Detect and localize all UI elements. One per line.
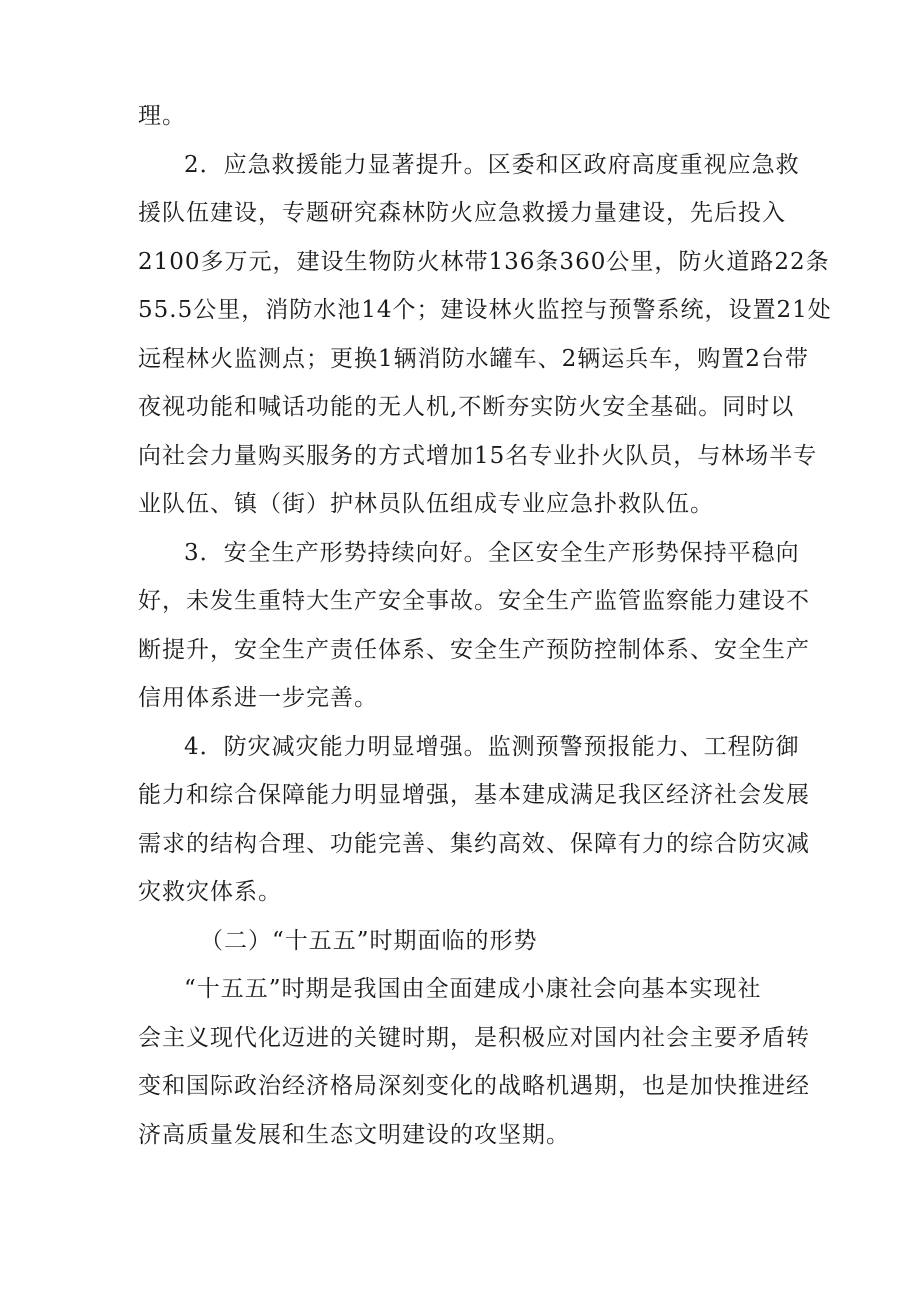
paragraph-safety-production <box>138 529 810 723</box>
paragraph-emergency-rescue <box>138 141 832 529</box>
text-line: 55.5公里，消防水池14个；建设林火监控与预警系统，设置21处 <box>138 297 832 323</box>
section-heading <box>138 917 783 966</box>
text-line: 3．安全生产形势持续向好。全区安全生产形势保持平稳向 <box>184 539 800 566</box>
text-line: 需求的结构合理、功能完善、集约高效、保障有力的综合防灾减 <box>138 830 810 857</box>
text-line: 信用体系进一步完善。 <box>138 685 378 711</box>
section-heading-text: （二）“十五五”时期面临的形势 <box>200 927 538 954</box>
text-line: 业队伍、镇（街）护林员队伍组成专业应急扑救队伍。 <box>138 491 714 517</box>
document-body <box>138 92 832 1159</box>
paragraph-disaster-prevention <box>138 723 810 917</box>
text-line: 变和国际政治经济格局深刻变化的战略机遇期，也是加快推进经 <box>138 1073 810 1099</box>
paragraph-continuation <box>138 92 783 141</box>
text-line: 2．应急救援能力显著提升。区委和区政府高度重视应急救 <box>184 151 800 178</box>
text-line: 向社会力量购买服务的方式增加15名专业扑火队员，与林场半专 <box>138 442 818 469</box>
text-line: 断提升，安全生产责任体系、安全生产预防控制体系、安全生产 <box>138 636 810 663</box>
text-line: 援队伍建设，专题研究森林防火应急救援力量建设，先后投入 <box>138 200 786 226</box>
text-line: 夜视功能和喊话功能的无人机,不断夯实防火安全基础。同时以 <box>138 394 795 420</box>
text-line: 好，未发生重特大生产安全事故。安全生产监管监察能力建设不 <box>138 588 810 614</box>
text-line: 能力和综合保障能力明显增强，基本建成满足我区经济社会发展 <box>138 782 810 808</box>
text-line: 会主义现代化迈进的关键时期，是积极应对国内社会主要矛盾转 <box>138 1024 810 1051</box>
text-line: 2100多万元，建设生物防火林带136条360公里，防火道路22条 <box>138 248 830 275</box>
text-line: 济高质量发展和生态文明建设的攻坚期。 <box>138 1121 570 1148</box>
text-line: 远程林火监测点；更换1辆消防水罐车、2辆运兵车，购置2台带 <box>138 345 809 372</box>
paragraph-situation <box>138 965 810 1159</box>
text-line: “十五五”时期是我国由全面建成小康社会向基本实现社 <box>184 976 762 1002</box>
text-line: 理。 <box>138 103 186 129</box>
text-line: 4．防灾减灾能力明显增强。监测预警预报能力、工程防御 <box>184 733 800 760</box>
text-line: 灾救灾体系。 <box>138 879 282 905</box>
